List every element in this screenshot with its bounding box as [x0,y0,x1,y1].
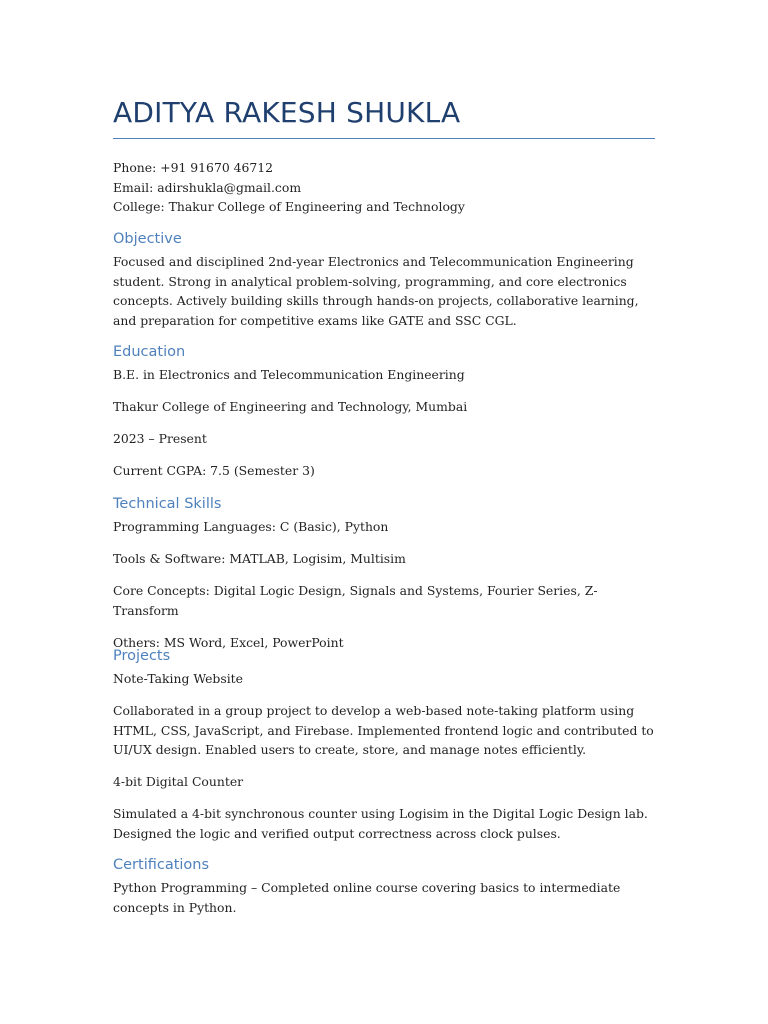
candidate-name: ADITYA RAKESH SHUKLA [113,96,461,129]
education-institution: Thakur College of Engineering and Technology, Mumbai [113,399,468,414]
objective-text: Focused and disciplined 2nd-year Electronics and Telecommunication Engineering student. Strong in analytical problem-solving, programming, and core electronics concepts. Actively building skills through hands-on projects, collaborative learning, and preparation for competitive exams like GATE and SSC CGL. [113,254,639,328]
projects-section [113,646,655,843]
skills-languages: Programming Languages: C (Basic), Python [113,519,389,534]
project-title-counter: 4-bit Digital Counter [113,774,244,789]
projects-heading: Projects [113,648,171,664]
education-heading: Education [113,344,186,360]
certifications-heading: Certifications [113,857,210,873]
project-desc-note-taking: Collaborated in a group project to develop a web-based note-taking platform using HTML, CSS, JavaScript, and Firebase. Implemented frontend logic and contributed to UI/UX design. Enabled users to create, store, and manage notes efficiently. [113,703,654,757]
skills-others: Others: MS Word, Excel, PowerPoint [113,634,344,650]
education-duration: 2023 – Present [113,431,207,446]
education-section [113,342,655,481]
college-line: College: Thakur College of Engineering and Technology [113,199,465,214]
project-desc-counter: Simulated a 4-bit synchronous counter using Logisim in the Digital Logic Design lab. Designed the logic and verified output correctness across clock pulses. [113,806,648,841]
skills-heading: Technical Skills [113,496,222,512]
email-line: Email: adirshukla@gmail.com [113,179,302,195]
certifications-section [113,855,655,917]
skills-core-concepts: Core Concepts: Digital Logic Design, Signals and Systems, Fourier Series, Z-Transform [113,583,598,618]
certification-python: Python Programming – Completed online course covering basics to intermediate concepts in Python. [113,880,621,915]
objective-section [113,229,655,330]
contact-block [113,158,655,217]
header-divider [113,138,655,139]
project-title-note-taking: Note-Taking Website [113,671,243,686]
education-cgpa: Current CGPA: 7.5 (Semester 3) [113,463,315,478]
skills-tools: Tools & Software: MATLAB, Logisim, Multisim [113,551,406,566]
objective-heading: Objective [113,231,182,247]
education-degree: B.E. in Electronics and Telecommunication Engineering [113,367,465,382]
phone-line: Phone: +91 91670 46712 [113,160,274,175]
skills-section [113,494,655,652]
